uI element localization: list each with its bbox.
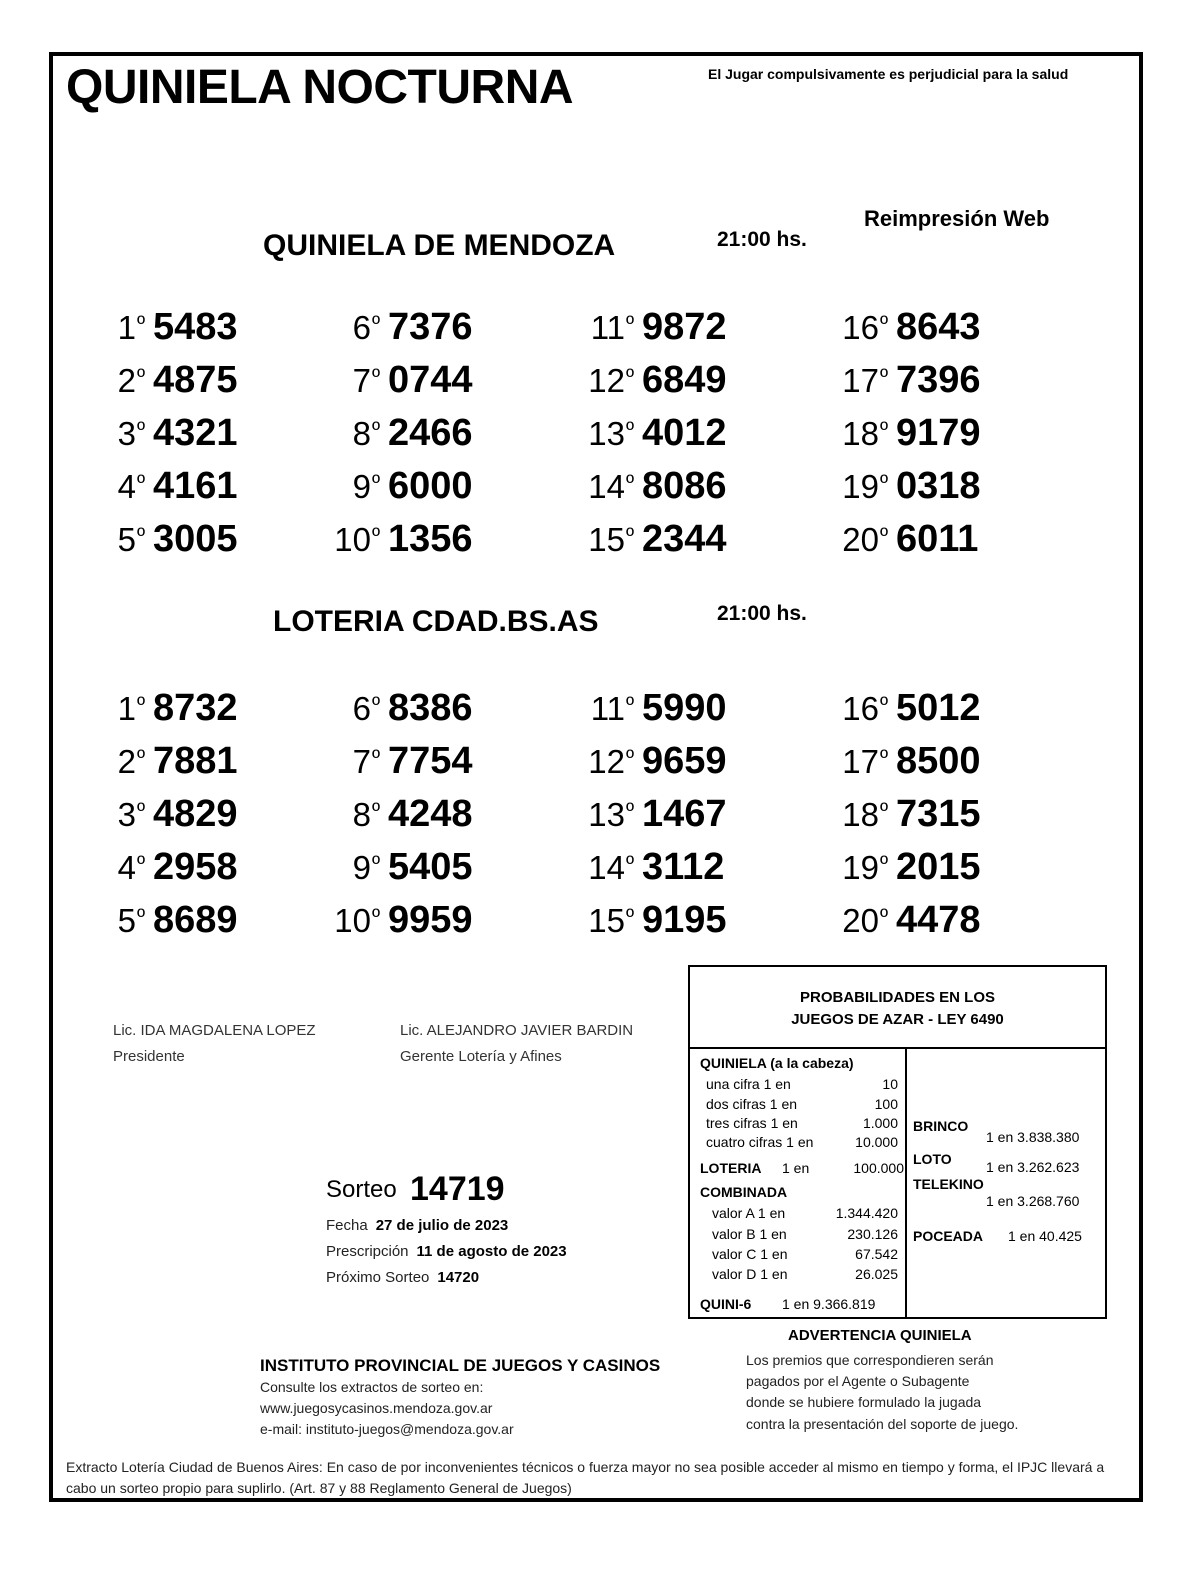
result-position-number: 2 [117,362,136,399]
result-number: 8500 [896,740,981,782]
result-number: 3005 [153,518,238,560]
result-number: 6000 [388,465,473,507]
section-title-loteria: LOTERIA CDAD.BS.AS [273,605,599,638]
result-item [586,352,727,402]
result-position [105,892,145,946]
result-position [105,299,145,353]
result-position [340,839,380,893]
result-item [840,405,981,455]
result-item [105,299,238,349]
result-number: 4321 [153,412,238,454]
result-item [340,405,473,455]
result-item [586,839,724,889]
result-position [340,680,380,734]
brinco-prob-label: BRINCO [913,1118,969,1134]
result-item [586,680,727,730]
result-item [840,733,981,783]
result-position [105,352,145,406]
loto-prob-value: 1 en 3.262.623 [986,1159,1080,1175]
loto-prob-label: LOTO [913,1151,952,1167]
result-position-number: 12 [588,362,625,399]
result-number: 6011 [896,518,979,560]
result-item [105,352,238,402]
result-item [586,405,727,455]
result-number: 9872 [642,306,727,348]
result-number: 0318 [896,465,981,507]
result-item [105,892,238,942]
result-item [840,786,981,836]
result-position-number: 4 [117,468,136,505]
footer-note: Extracto Lotería Ciudad de Buenos Aires: En caso de por inconvenientes técnicos o fuerza mayor no sea posible acceder al mismo en tiempo y forma, el IPJC llevará a cabo un sorteo propio para suplirlo. (Art. 87 y 88 Reglamento General de Juegos) [66,1459,1105,1496]
page-title: QUINIELA NOCTURNA [66,61,574,114]
result-position-number: 3 [117,415,136,452]
result-position [840,458,888,512]
result-position-number: 20 [842,902,879,939]
result-position [340,458,380,512]
result-position-number: 14 [588,468,625,505]
result-number: 9179 [896,412,981,454]
result-number: 8086 [642,465,727,507]
probabilities-divider-vertical [905,1047,907,1317]
signature-name-president: Lic. IDA MAGDALENA LOPEZ [113,1022,316,1039]
ordinal-mark: º [879,470,888,495]
result-position-number: 3 [117,796,136,833]
result-position-number: 13 [588,796,625,833]
combinada-prob-label: valor D 1 en [712,1266,788,1282]
ordinal-mark: º [371,851,380,876]
result-number: 4829 [153,793,238,835]
result-position [105,511,145,565]
result-position [840,352,888,406]
draw-date-row [326,1217,508,1234]
result-position-number: 1 [117,309,136,346]
result-position [586,299,634,353]
result-position [105,458,145,512]
result-item [586,733,727,783]
ordinal-mark: º [136,417,145,442]
section-time-loteria: 21:00 hs. [717,602,807,625]
ordinal-mark: º [136,904,145,929]
next-draw-row [326,1269,479,1286]
result-position-number: 10 [334,902,371,939]
result-item [105,458,238,508]
result-position-number: 9 [352,849,371,886]
result-number: 2958 [153,846,238,888]
result-number: 5483 [153,306,238,348]
result-position-number: 5 [117,902,136,939]
loteria-prob-value: 100.000 [853,1160,904,1176]
quini6-prob-text: 1 en 9.366.819 [782,1296,876,1312]
result-number: 5012 [896,687,981,729]
result-position [105,680,145,734]
loteria-prob-text: 1 en [782,1160,810,1176]
result-position [586,733,634,787]
result-number: 7754 [388,740,473,782]
result-position-number: 17 [842,743,879,780]
result-number: 9659 [642,740,727,782]
draw-date: 27 de julio de 2023 [375,1217,509,1234]
result-position-number: 1 [117,690,136,727]
ordinal-mark: º [879,364,888,389]
result-position-number: 10 [334,521,371,558]
section-title-mendoza: QUINIELA DE MENDOZA [263,229,616,262]
result-number: 3112 [642,846,725,888]
result-item [105,733,238,783]
result-item [340,839,473,889]
quini6-prob-label: QUINI-6 [700,1296,752,1312]
result-item [340,299,473,349]
combinada-prob-value: 1.344.420 [835,1205,898,1221]
result-position [340,352,380,406]
combinada-prob-value: 26.025 [855,1266,898,1282]
result-item [105,405,238,455]
prescription-date: 11 de agosto de 2023 [416,1243,567,1260]
telekino-prob-value: 1 en 3.268.760 [986,1193,1080,1209]
quiniela-prob-value: 1.000 [862,1115,898,1131]
result-position [840,839,888,893]
ordinal-mark: º [879,851,888,876]
ordinal-mark: º [625,745,634,770]
result-position-number: 15 [588,902,625,939]
combinada-prob-label: valor C 1 en [712,1246,788,1262]
result-position [840,892,888,946]
result-item [332,892,473,942]
result-item [586,458,727,508]
ordinal-mark: º [625,364,634,389]
ordinal-mark: º [136,745,145,770]
result-item [586,892,727,942]
result-item [840,299,981,349]
ordinal-mark: º [136,851,145,876]
ordinal-mark: º [371,798,380,823]
result-item [105,786,238,836]
ordinal-mark: º [625,692,634,717]
result-number: 1356 [388,518,473,560]
result-position-number: 14 [588,849,625,886]
result-number: 7396 [896,359,981,401]
ordinal-mark: º [371,523,380,548]
signature-role-manager: Gerente Lotería y Afines [400,1048,562,1065]
result-number: 5990 [642,687,727,729]
result-position [586,405,634,459]
result-position [105,405,145,459]
loteria-prob-label: LOTERIA [700,1160,762,1176]
combinada-prob-label: valor B 1 en [712,1226,787,1242]
prescription-row [326,1243,567,1260]
result-position [586,458,634,512]
result-item [840,839,981,889]
result-number: 5405 [388,846,473,888]
ordinal-mark: º [371,904,380,929]
ordinal-mark: º [371,311,380,336]
result-position [840,299,888,353]
result-position-number: 9 [352,468,371,505]
result-item [340,352,473,402]
next-draw-label: Próximo Sorteo [326,1269,430,1286]
ordinal-mark: º [371,417,380,442]
advertencia-line: contra la presentación del soporte de juego. [746,1416,1019,1432]
ordinal-mark: º [879,417,888,442]
combinada-prob-title: COMBINADA [700,1184,788,1200]
advertencia-line: pagados por el Agente o Subagente [746,1373,970,1389]
result-number: 6849 [642,359,727,401]
result-item [340,786,473,836]
result-position [332,511,380,565]
combinada-prob-value: 230.126 [847,1226,898,1242]
quiniela-prob-label: una cifra 1 en [706,1076,791,1092]
result-item [340,680,473,730]
telekino-prob-label: TELEKINO [913,1176,984,1192]
ordinal-mark: º [625,470,634,495]
result-position-number: 6 [352,690,371,727]
result-number: 7315 [896,793,981,835]
result-position [340,405,380,459]
ordinal-mark: º [879,798,888,823]
result-item [586,299,727,349]
result-item [105,511,238,561]
result-position [586,786,634,840]
result-number: 4161 [153,465,238,507]
result-position [586,839,634,893]
ordinal-mark: º [879,692,888,717]
ordinal-mark: º [625,798,634,823]
ordinal-mark: º [625,904,634,929]
ordinal-mark: º [625,851,634,876]
result-position-number: 16 [842,309,879,346]
draw-date-label: Fecha [326,1217,368,1234]
result-item [105,839,238,889]
result-number: 8386 [388,687,473,729]
probabilities-box [688,965,1107,1319]
quiniela-prob-label: dos cifras 1 en [706,1096,798,1112]
probabilities-divider-horizontal [690,1047,1105,1049]
result-position [105,786,145,840]
result-position [840,405,888,459]
result-number: 4875 [153,359,238,401]
quiniela-prob-label: cuatro cifras 1 en [706,1134,814,1150]
result-position [840,786,888,840]
result-position-number: 16 [842,690,879,727]
poceada-prob-value: 1 en 40.425 [1008,1228,1082,1244]
result-position-number: 15 [588,521,625,558]
result-position-number: 13 [588,415,625,452]
result-number: 8643 [896,306,981,348]
result-position [586,892,634,946]
result-position-number: 18 [842,415,879,452]
brinco-prob-value: 1 en 3.838.380 [986,1129,1080,1145]
ordinal-mark: º [136,692,145,717]
institute-email-link[interactable]: e-mail: instituto-juegos@mendoza.gov.ar [260,1421,514,1437]
result-position-number: 6 [352,309,371,346]
section-time-mendoza: 21:00 hs. [717,228,807,251]
result-item [840,352,981,402]
result-position [586,680,634,734]
result-position-number: 11 [590,690,625,727]
result-position-number: 4 [117,849,136,886]
result-position [840,680,888,734]
result-item [332,511,473,561]
probabilities-title-line2: JUEGOS DE AZAR - LEY 6490 [791,1011,1004,1028]
probabilities-title [690,987,1105,1031]
result-number: 2015 [896,846,981,888]
result-position-number: 12 [588,743,625,780]
result-position-number: 7 [352,743,371,780]
result-item [340,458,473,508]
result-position [332,892,380,946]
result-position-number: 20 [842,521,879,558]
result-position [340,786,380,840]
ordinal-mark: º [625,417,634,442]
ordinal-mark: º [625,523,634,548]
result-number: 2466 [388,412,473,454]
advertencia-line: donde se hubiere formulado la jugada [746,1394,982,1410]
result-position [586,511,634,565]
ordinal-mark: º [136,798,145,823]
result-position [340,733,380,787]
ordinal-mark: º [371,470,380,495]
advertencia-line: Los premios que correspondieren serán [746,1352,994,1368]
result-number: 7376 [388,306,473,348]
result-number: 4248 [388,793,473,835]
ordinal-mark: º [879,904,888,929]
ordinal-mark: º [879,523,888,548]
result-position [586,352,634,406]
result-position [105,839,145,893]
result-position-number: 8 [352,415,371,452]
probabilities-title-line1: PROBABILIDADES EN LOS [799,989,995,1006]
result-position-number: 5 [117,521,136,558]
result-position [840,511,888,565]
result-number: 2344 [642,518,727,560]
poceada-prob-label: POCEADA [913,1228,984,1244]
advertencia-title: ADVERTENCIA QUINIELA [788,1327,972,1344]
result-item [840,458,981,508]
result-item [840,892,981,942]
draw-number: 14719 [410,1170,505,1208]
institute-line: Consulte los extractos de sorteo en: [260,1379,484,1395]
result-position-number: 11 [590,309,625,346]
quiniela-prob-label: tres cifras 1 en [706,1115,798,1131]
result-number: 4478 [896,899,981,941]
signature-name-manager: Lic. ALEJANDRO JAVIER BARDIN [400,1022,634,1039]
ordinal-mark: º [625,311,634,336]
result-number: 1467 [642,793,727,835]
result-number: 9195 [642,899,727,941]
result-position-number: 19 [842,849,879,886]
result-position-number: 8 [352,796,371,833]
ordinal-mark: º [371,364,380,389]
result-position-number: 2 [117,743,136,780]
combinada-prob-label: valor A 1 en [712,1205,786,1221]
next-draw-number: 14720 [437,1269,480,1286]
result-position [840,733,888,787]
result-number: 4012 [642,412,727,454]
result-position-number: 19 [842,468,879,505]
combinada-prob-value: 67.542 [855,1246,898,1262]
result-position [340,299,380,353]
ordinal-mark: º [136,311,145,336]
result-number: 7881 [153,740,238,782]
result-number: 8689 [153,899,238,941]
quiniela-prob-value: 10.000 [855,1134,898,1150]
result-position-number: 18 [842,796,879,833]
result-number: 0744 [388,359,473,401]
result-item [586,511,727,561]
quiniela-prob-title: QUINIELA (a la cabeza) [700,1055,854,1071]
result-item [586,786,727,836]
prescription-label: Prescripción [326,1243,409,1260]
result-item [840,511,978,561]
ordinal-mark: º [136,523,145,548]
result-item [840,680,981,730]
draw-label: Sorteo [326,1176,397,1203]
ordinal-mark: º [371,692,380,717]
result-item [105,680,238,730]
result-position-number: 7 [352,362,371,399]
result-position [105,733,145,787]
ordinal-mark: º [136,364,145,389]
institute-title: INSTITUTO PROVINCIAL DE JUEGOS Y CASINOS [260,1356,661,1375]
result-item [340,733,473,783]
quiniela-prob-value: 10 [882,1076,898,1092]
institute-website-link[interactable]: www.juegosycasinos.mendoza.gov.ar [260,1400,493,1416]
result-position-number: 17 [842,362,879,399]
result-number: 9959 [388,899,473,941]
quiniela-prob-value: 100 [874,1096,898,1112]
ordinal-mark: º [879,745,888,770]
signature-role-president: Presidente [113,1048,185,1065]
ordinal-mark: º [879,311,888,336]
ordinal-mark: º [136,470,145,495]
reprint-label: Reimpresión Web [864,206,1050,231]
ordinal-mark: º [371,745,380,770]
health-warning: El Jugar compulsivamente es perjudicial para la salud [708,66,1069,82]
result-number: 8732 [153,687,238,729]
